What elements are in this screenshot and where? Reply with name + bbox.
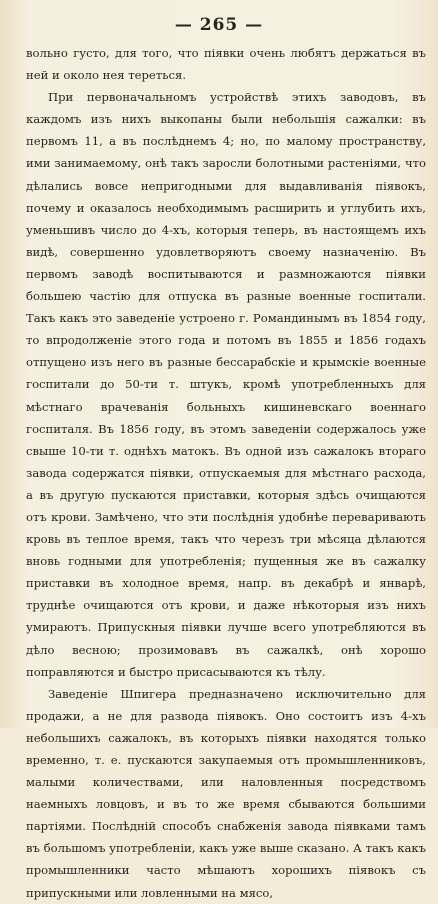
paragraph-leech-farms: При первоначальномъ устройствѣ этихъ заводовъ, въ каждомъ изъ нихъ выкопаны были небольшія сажалки: въ первомъ 11, а въ послѣднемъ 4; но, по малому пространству, ими занимаемому, онѣ такъ заросли болотными растеніями, что дѣлались вовсе непригодными для выдавливанія піявокъ, почему и оказалось необходимымъ расширить и углубить ихъ, уменьшивъ число до 4-хъ, которыя теперь, въ настоящемъ ихъ видѣ, совершенно удовлетворяютъ своему назначенію. Въ первомъ заводѣ воспитываются и размножаются піявки большею частію для отпуска въ разные военные госпитали. Такъ какъ это заведеніе устроено г. Романдинымъ въ 1854 году, то впродолженіе этого года и потомъ въ 1855 и 1856 годахъ отпущено изъ него въ разные бессарабскіе и крымскіе военные госпитали до 50-ти т. штукъ, кромѣ употребленныхъ для мѣстнаго врачеванія больныхъ кишиневскаго военнаго госпиталя. Въ 1856 году, въ этомъ заведеніи содержалось уже свыше 10-ти т. однѣхъ матокъ. Въ одной изъ сажалокъ втораго завода содержатся піявки, отпускаемыя для мѣстнаго расхода, а въ другую пускаются приставки, которыя здѣсь очищаются отъ крови. Замѣчено, что эти послѣднія удобнѣе переваривають кровь въ теплое время, такъ что черезъ три мѣсяца дѣлаются вновь годными для употребленія; пущенныя же въ сажалку приставки въ холодное время, напр. въ декабрѣ и январѣ, труднѣе очищаются отъ крови, и даже нѣкоторыя изъ нихъ умираютъ. Припускныя піявки лучше всего употребляются въ дѣло весною; прозимовавъ въ сажалкѣ, онѣ хорошо поправляются и быстро присасываются къ тѣлу. (26, 90, 426, 679)
page-number: — 265 — (174, 15, 264, 35)
paragraph-continuation: вольно густо, для того, что піявки очень любятъ держаться въ ней и около нея тереться. (26, 46, 426, 83)
paragraph-shpiger-establishment: Заведеніе Шпигера предназначено исключительно для продажи, а не для развода піявокъ. Оно состоитъ изъ 4-хъ небольшихъ сажалокъ, въ которыхъ піявки находятся только временно, т. е. пускаются закупаемыя отъ промышленниковъ, малыми количествами, или наловленныя посредствомъ наемныхъ ловцовъ, и въ то же время сбываются большими партіями. Послѣдній способъ снабженія завода піявками тамъ въ большомъ употребленіи, какъ уже выше сказано. А такъ какъ промышленники часто мѣшаютъ хорошихъ піявокъ съ припускными или ловленными на мясо, (26, 686, 426, 900)
page-body (26, 42, 426, 904)
